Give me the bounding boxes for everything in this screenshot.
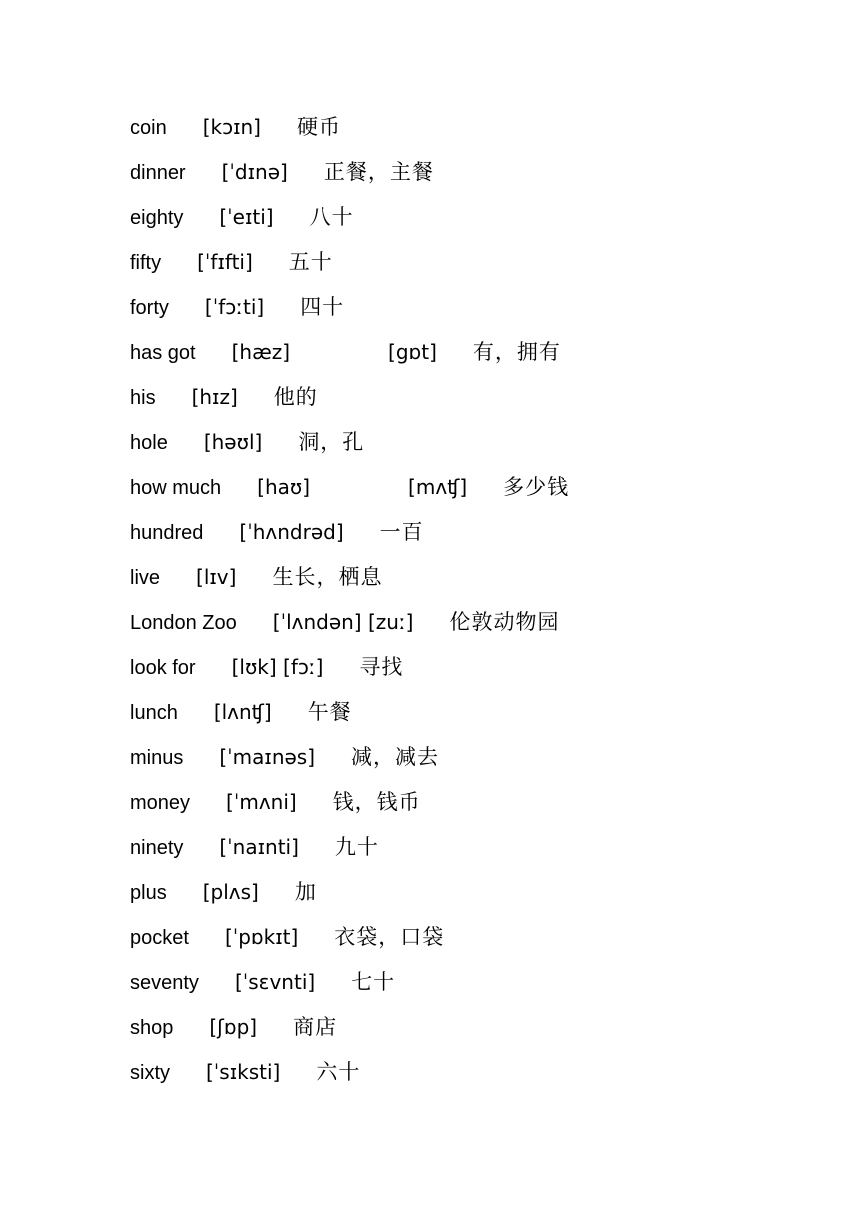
vocab-word: eighty — [130, 207, 184, 229]
vocab-row — [130, 695, 770, 740]
vocab-meaning: 午餐 — [307, 700, 352, 724]
vocab-phonetic: [ˈdɪnə] — [221, 160, 288, 184]
vocab-phonetic: [ˈmaɪnəs] — [219, 745, 316, 769]
vocab-phonetic: [ˈpɒkɪt] — [224, 925, 299, 949]
vocab-word: lunch — [130, 702, 178, 724]
vocab-meaning: 正餐，主餐 — [323, 160, 434, 184]
vocab-word: seventy — [130, 972, 199, 994]
vocab-row — [130, 290, 770, 335]
vocab-row — [130, 1010, 770, 1055]
vocab-meaning: 衣袋，口袋 — [334, 925, 445, 949]
vocab-meaning: 六十 — [316, 1060, 361, 1084]
vocab-word: plus — [130, 882, 167, 904]
vocab-phonetic: [gɒt] — [388, 340, 437, 364]
vocab-phonetic: [ʃɒp] — [209, 1015, 258, 1039]
vocab-row — [130, 245, 770, 290]
vocab-word: money — [130, 792, 191, 814]
vocab-row — [130, 830, 770, 875]
vocab-phonetic: [ˈlʌndən] [zuː] — [272, 610, 414, 634]
vocab-word: hole — [130, 432, 168, 454]
vocab-phonetic: [ˈfɪfti] — [197, 250, 253, 274]
vocab-word: dinner — [130, 162, 186, 184]
vocab-phonetic: [ˈsɪksti] — [206, 1060, 281, 1084]
vocab-phonetic: [plʌs] — [202, 880, 259, 904]
vocab-meaning: 五十 — [288, 250, 333, 274]
vocab-meaning: 多少钱 — [503, 475, 570, 499]
vocab-row — [130, 200, 770, 245]
vocab-word: minus — [130, 747, 184, 769]
vocab-meaning: 商店 — [293, 1015, 338, 1039]
vocab-word: sixty — [130, 1062, 170, 1084]
vocab-row — [130, 470, 770, 515]
vocab-phonetic: [lɪv] — [196, 565, 237, 589]
vocab-meaning: 硬币 — [296, 115, 341, 139]
vocab-row — [130, 155, 770, 200]
vocab-phonetic: [həʊl] — [203, 430, 263, 454]
vocab-meaning: 寻找 — [359, 655, 404, 679]
vocab-row — [130, 740, 770, 785]
vocab-phonetic: [ˈeɪti] — [219, 205, 274, 229]
vocab-row — [130, 875, 770, 920]
vocab-meaning: 洞，孔 — [298, 430, 365, 454]
vocab-word: live — [130, 567, 161, 589]
vocab-word: hundred — [130, 522, 204, 544]
vocab-row — [130, 965, 770, 1010]
vocab-row — [130, 605, 770, 650]
vocab-word: his — [130, 387, 156, 409]
vocab-phonetic: [mʌʧ] — [408, 475, 468, 499]
vocab-meaning: 四十 — [300, 295, 345, 319]
vocab-phonetic: [lʊk] [fɔː] — [231, 655, 324, 679]
vocab-meaning: 加 — [294, 880, 317, 904]
vocab-row — [130, 515, 770, 560]
vocabulary-list — [130, 110, 770, 1100]
vocab-phonetic: [ˈsɛvnti] — [234, 970, 316, 994]
vocab-phonetic: [hæz] — [231, 340, 291, 364]
vocab-word: London Zoo — [130, 612, 237, 634]
vocab-phonetic: [ˈnaɪnti] — [219, 835, 299, 859]
vocab-word: look for — [130, 657, 196, 679]
vocab-row — [130, 785, 770, 830]
vocab-meaning: 减，减去 — [351, 745, 440, 769]
vocab-word: pocket — [130, 927, 189, 949]
vocab-phonetic: [ˈhʌndrəd] — [239, 520, 344, 544]
vocab-word: coin — [130, 117, 167, 139]
vocab-phonetic: [kɔɪn] — [202, 115, 261, 139]
vocab-word: has got — [130, 342, 196, 364]
vocab-phonetic: [lʌnʧ] — [213, 700, 272, 724]
vocab-word: forty — [130, 297, 169, 319]
vocab-row — [130, 110, 770, 155]
vocab-meaning: 钱，钱币 — [332, 790, 421, 814]
vocab-phonetic: [ˈfɔːti] — [204, 295, 265, 319]
vocab-row — [130, 425, 770, 470]
vocab-word: ninety — [130, 837, 184, 859]
vocab-row — [130, 650, 770, 695]
vocab-meaning: 一百 — [379, 520, 424, 544]
vocab-meaning: 九十 — [334, 835, 379, 859]
vocab-row — [130, 560, 770, 605]
vocab-row — [130, 335, 770, 380]
vocab-row — [130, 920, 770, 965]
vocab-meaning: 七十 — [351, 970, 396, 994]
vocab-phonetic: [hɪz] — [191, 385, 238, 409]
vocab-phonetic: [haʊ] — [257, 475, 311, 499]
vocab-word: how much — [130, 477, 222, 499]
vocab-row — [130, 1055, 770, 1100]
vocab-row — [130, 380, 770, 425]
vocab-phonetic: [ˈmʌni] — [226, 790, 297, 814]
vocab-word: shop — [130, 1017, 174, 1039]
vocab-word: fifty — [130, 252, 162, 274]
vocab-meaning: 有，拥有 — [472, 340, 561, 364]
vocab-meaning: 生长，栖息 — [272, 565, 383, 589]
vocab-meaning: 伦敦动物园 — [449, 610, 560, 634]
vocab-meaning: 他的 — [273, 385, 318, 409]
vocab-meaning: 八十 — [309, 205, 354, 229]
